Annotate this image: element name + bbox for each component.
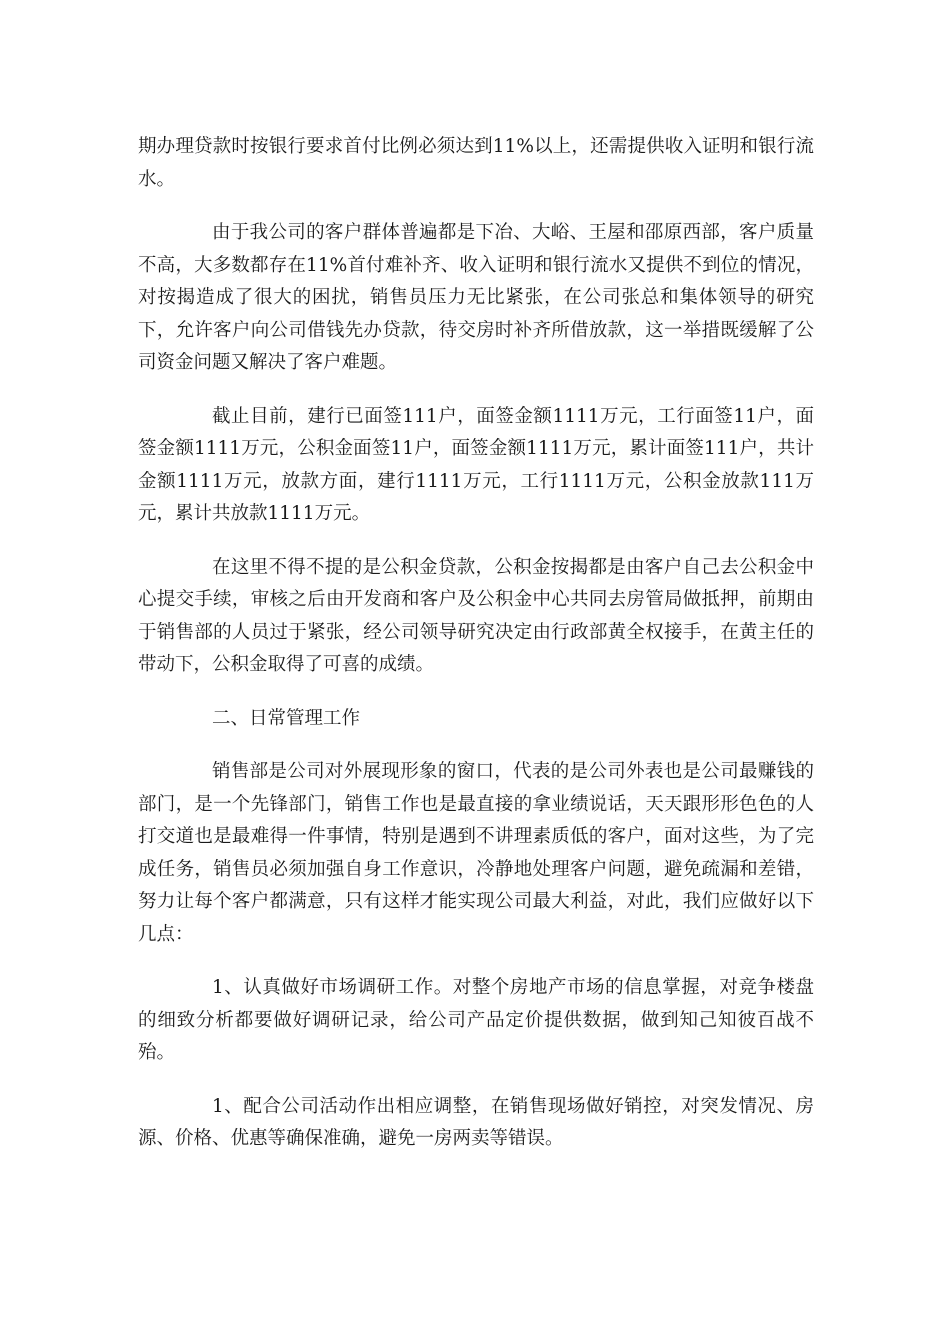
document-body bbox=[138, 131, 814, 1177]
list-item-market-research: 1、认真做好市场调研工作。对整个房地产市场的信息掌握，对竞争楼盘的细致分析都要做好调研记录，给公司产品定价提供数据，做到知己知彼百战不殆。 bbox=[138, 977, 814, 1063]
paragraph-signing-statistics: 截止目前，建行已面签111户，面签金额1111万元，工行面签11户，面签金额1111万元，公积金面签11户，面签金额1111万元，累计面签111户，共计金额1111万元，放款方面，建行1111万元，工行1111万元，公积金放款111万元，累计共放款1111万元。 bbox=[138, 405, 814, 524]
paragraph-customer-groups: 由于我公司的客户群体普遍都是下冶、大峪、王屋和邵原西部，客户质量不高，大多数都存在11%首付难补齐、收入证明和银行流水又提供不到位的情况，对按揭造成了很大的困扰，销售员压力无比紧张，在公司张总和集体领导的研究下，允许客户向公司借钱先办贷款，待交房时补齐所借放款，这一举措既缓解了公司资金问题又解决了客户难题。 bbox=[138, 222, 814, 373]
paragraph-continuation: 期办理贷款时按银行要求首付比例必须达到11%以上，还需提供收入证明和银行流水。 bbox=[138, 136, 814, 190]
section-heading-daily-management: 二、日常管理工作 bbox=[212, 707, 361, 729]
paragraph-sales-department: 销售部是公司对外展现形象的窗口，代表的是公司外表也是公司最赚钱的部门，是一个先锋部门，销售工作也是最直接的拿业绩说话，天天跟形形色色的人打交道也是最难得一件事情，特别是遇到不讲理素质低的客户，面对这些，为了完成任务，销售员必须加强自身工作意识，冷静地处理客户问题，避免疏漏和差错，努力让每个客户都满意，只有这样才能实现公司最大利益，对此，我们应做好以下几点： bbox=[138, 761, 814, 945]
paragraph-housing-fund-loans: 在这里不得不提的是公积金贷款，公积金按揭都是由客户自己去公积金中心提交手续，审核之后由开发商和客户及公积金中心共同去房管局做抵押，前期由于销售部的人员过于紧张，经公司领导研究决定由行政部黄全权接手，在黄主任的带动下，公积金取得了可喜的成绩。 bbox=[138, 556, 814, 675]
list-item-sales-control: 1、配合公司活动作出相应调整，在销售现场做好销控，对突发情况、房源、价格、优惠等确保准确，避免一房两卖等错误。 bbox=[138, 1095, 814, 1149]
